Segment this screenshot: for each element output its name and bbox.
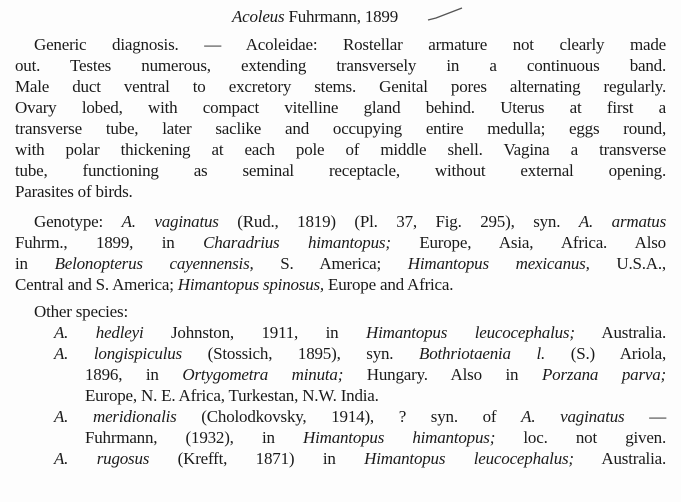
text-segment: (S.) Ariola,: [545, 344, 666, 363]
text-segment: with polar thickening at each pole of middle shell. Vagina a transverse: [15, 140, 666, 159]
handwritten-check-mark: [426, 6, 466, 24]
italic-taxon-name: Himantopus leucocephalus;: [366, 323, 575, 342]
text-segment: transverse tube, later saclike and occupying entire medulla; eggs round,: [15, 119, 666, 138]
text-segment: Europe, Asia, Africa. Also: [390, 233, 666, 252]
text-segment: Fuhrmann, (1932), in: [85, 428, 304, 447]
text-segment: Hungary. Also in: [343, 365, 542, 384]
species-entry: [54, 406, 666, 427]
italic-taxon-name: Belonopterus cayennensis,: [54, 254, 254, 273]
text-segment: Central and S. America;: [15, 275, 178, 294]
text-segment: Australia.: [574, 323, 666, 342]
text-segment: (Krefft, 1871) in: [149, 449, 365, 468]
italic-taxon-name: Acoleus: [231, 7, 285, 26]
text-line: [15, 274, 666, 295]
text-segment: (Stossich, 1895), syn.: [181, 344, 420, 363]
text-segment: Europe, N. E. Africa, Turkestan, N.W. India.: [85, 386, 379, 405]
italic-taxon-name: A. meridionalis: [54, 407, 177, 426]
text-segment: U.S.A.,: [589, 254, 666, 273]
text-line: [15, 76, 666, 97]
text-segment: (Rud., 1819) (Pl. 37, Fig. 295), syn.: [218, 212, 579, 231]
italic-taxon-name: Charadrius himantopus;: [203, 233, 391, 252]
text-line: [85, 385, 666, 406]
italic-taxon-name: Himantopus spinosus,: [177, 275, 324, 294]
italic-taxon-name: Ortygometra minuta;: [182, 365, 344, 384]
italic-taxon-name: Himantopus himantopus;: [303, 428, 496, 447]
text-segment: out. Testes numerous, extending transversely in a continuous band.: [15, 56, 666, 75]
text-segment: loc. not given.: [495, 428, 667, 447]
text-segment: 1896, in: [85, 365, 183, 384]
text-segment: Fuhrm., 1899, in: [15, 233, 204, 252]
text-segment: Male duct ventral to excretory stems. Genital pores alternating regularly.: [15, 77, 666, 96]
section-title: [200, 6, 430, 27]
text-line: [15, 118, 666, 139]
text-segment: Fuhrmann, 1899: [284, 7, 399, 26]
text-segment: tube, functioning as seminal receptacle, without external opening.: [15, 161, 666, 180]
species-entry: [54, 343, 666, 364]
italic-taxon-name: A. armatus: [578, 212, 666, 231]
text-line: [15, 97, 666, 118]
text-line: [15, 55, 666, 76]
text-line: [34, 211, 666, 232]
text-segment: (Cholodkovsky, 1914), ? syn. of: [176, 407, 522, 426]
text-line: [15, 232, 666, 253]
italic-taxon-name: Porzana parva;: [542, 365, 666, 384]
text-segment: Johnston, 1911, in: [143, 323, 367, 342]
text-line: [15, 181, 666, 202]
text-segment: Europe and Africa.: [323, 275, 454, 294]
species-entry: [54, 448, 666, 469]
text-line: [15, 253, 666, 274]
italic-taxon-name: A. vaginatus: [121, 212, 219, 231]
text-line: [34, 34, 666, 55]
text-segment: S. America;: [253, 254, 408, 273]
other-species-heading: Other species:: [34, 302, 128, 321]
text-segment: Ovary lobed, with compact vitelline gland behind. Uterus at first a: [15, 98, 666, 117]
text-segment: Parasites of birds.: [15, 182, 133, 201]
text-line: [85, 427, 666, 448]
italic-taxon-name: Himantopus leucocephalus;: [364, 449, 574, 468]
species-entry: [54, 322, 666, 343]
text-segment: Generic diagnosis. — Acoleidae: Rostellar armature not clearly made: [34, 35, 666, 54]
text-segment: in: [15, 254, 55, 273]
text-line: [85, 364, 666, 385]
italic-taxon-name: A. rugosus: [54, 449, 150, 468]
italic-taxon-name: Himantopus mexicanus,: [407, 254, 590, 273]
text-line: [15, 160, 666, 181]
text-segment: Genotype:: [34, 212, 122, 231]
italic-taxon-name: Bothriotaenia l.: [419, 344, 546, 363]
text-line: [15, 139, 666, 160]
italic-taxon-name: A. vaginatus: [521, 407, 625, 426]
italic-taxon-name: A. longispiculus: [54, 344, 182, 363]
text-segment: Australia.: [573, 449, 666, 468]
italic-taxon-name: A. hedleyi: [54, 323, 144, 342]
text-segment: —: [624, 407, 666, 426]
